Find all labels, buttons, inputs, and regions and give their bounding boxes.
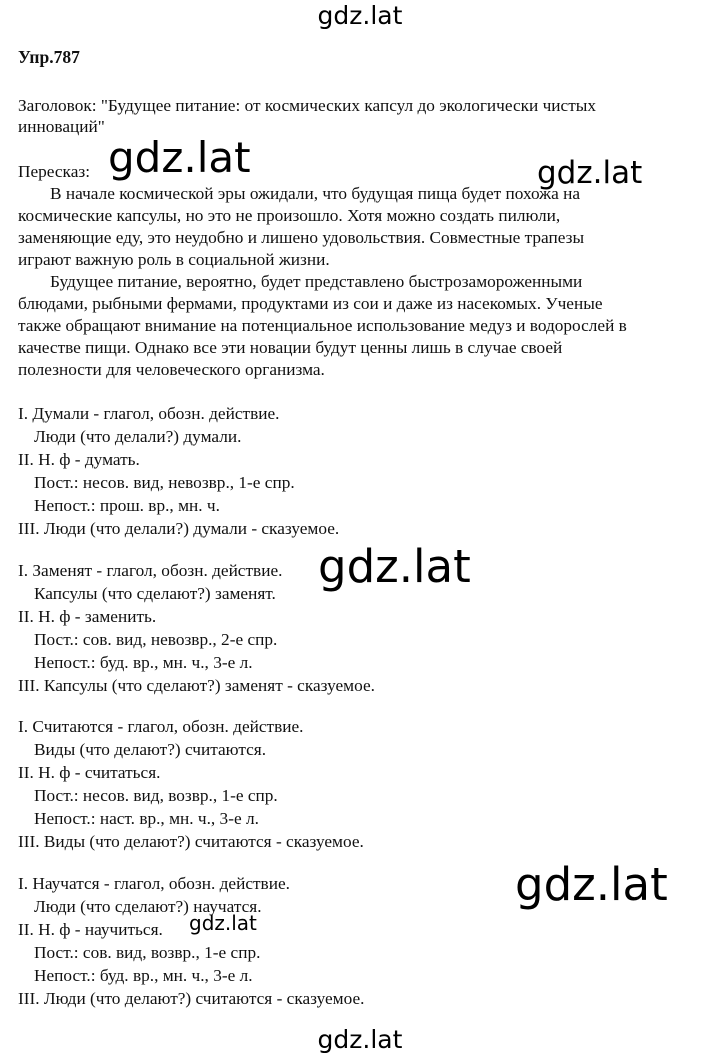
watermark: gdz.lat (318, 540, 471, 593)
analysis-part-iii: III. Виды (что делают?) считаются - сказуемое. (18, 832, 364, 851)
analysis-example: Виды (что делают?) считаются. (34, 740, 267, 759)
analysis-example: Капсулы (что сделают?) заменят. (34, 584, 276, 603)
paragraph-line: качестве пищи. Однако все эти новации будут ценны лишь в случае своей (18, 338, 563, 357)
watermark-bottom: gdz.lat (317, 1025, 403, 1054)
watermark: gdz.lat (537, 155, 643, 191)
analysis-constant: Пост.: несов. вид, возвр., 1-е спр. (34, 786, 278, 805)
analysis-part-i: I. Считаются - глагол, обозн. действие. (18, 717, 304, 736)
analysis-part-ii: II. Н. ф - думать. (18, 450, 140, 469)
watermark-top: gdz.lat (317, 1, 403, 30)
analysis-part-iii: III. Люди (что делают?) считаются - сказуемое. (18, 989, 365, 1008)
analysis-constant: Пост.: несов. вид, невозвр., 1-е спр. (34, 473, 295, 492)
analysis-example: Люди (что сделают?) научатся. (34, 897, 262, 916)
analysis-constant: Пост.: сов. вид, невозвр., 2-е спр. (34, 630, 278, 649)
analysis-part-i: I. Научатся - глагол, обозн. действие. (18, 874, 290, 893)
analysis-part-iii: III. Люди (что делали?) думали - сказуемое. (18, 519, 340, 538)
analysis-nonconstant: Непост.: прош. вр., мн. ч. (34, 496, 220, 515)
analysis-part-ii: II. Н. ф - считаться. (18, 763, 161, 782)
analysis-part-ii: II. Н. ф - научиться. (18, 920, 163, 939)
paragraph-line: блюдами, рыбными фермами, продуктами из сои и даже из насекомых. Ученые (18, 294, 603, 313)
analysis-part-i: I. Думали - глагол, обозн. действие. (18, 404, 280, 423)
paragraph-line: также обращают внимание на потенциальное использование медуз и водорослей в (18, 316, 627, 335)
analysis-nonconstant: Непост.: буд. вр., мн. ч., 3-е л. (34, 653, 253, 672)
paragraph-line: играют важную роль в социальной жизни. (18, 250, 330, 269)
retell-label: Пересказ: (18, 162, 90, 181)
analysis-part-ii: II. Н. ф - заменить. (18, 607, 157, 626)
paragraph-line: заменяющие еду, это неудобно и лишено удовольствия. Совместные трапезы (18, 228, 585, 247)
heading-line: инноваций" (18, 117, 105, 136)
analysis-part-iii: III. Капсулы (что сделают?) заменят - сказуемое. (18, 676, 375, 695)
analysis-part-i: I. Заменят - глагол, обозн. действие. (18, 561, 283, 580)
paragraph-line: В начале космической эры ожидали, что будущая пища будет похожа на (50, 184, 581, 203)
paragraph-line: Будущее питание, вероятно, будет представлено быстрозамороженными (50, 272, 583, 291)
watermark: gdz.lat (515, 858, 668, 911)
paragraph-line: полезности для человеческого организма. (18, 360, 325, 379)
paragraph-line: космические капсулы, но это не произошло. Хотя можно создать пилюли, (18, 206, 561, 225)
heading-line: Заголовок: "Будущее питание: от космических капсул до экологически чистых (18, 96, 597, 115)
analysis-nonconstant: Непост.: наст. вр., мн. ч., 3-е л. (34, 809, 259, 828)
analysis-constant: Пост.: сов. вид, возвр., 1-е спр. (34, 943, 261, 962)
analysis-example: Люди (что делали?) думали. (34, 427, 242, 446)
watermark: gdz.lat (108, 133, 251, 182)
watermark: gdz.lat (189, 911, 257, 935)
analysis-nonconstant: Непост.: буд. вр., мн. ч., 3-е л. (34, 966, 253, 985)
exercise-title: Упр.787 (18, 47, 80, 67)
